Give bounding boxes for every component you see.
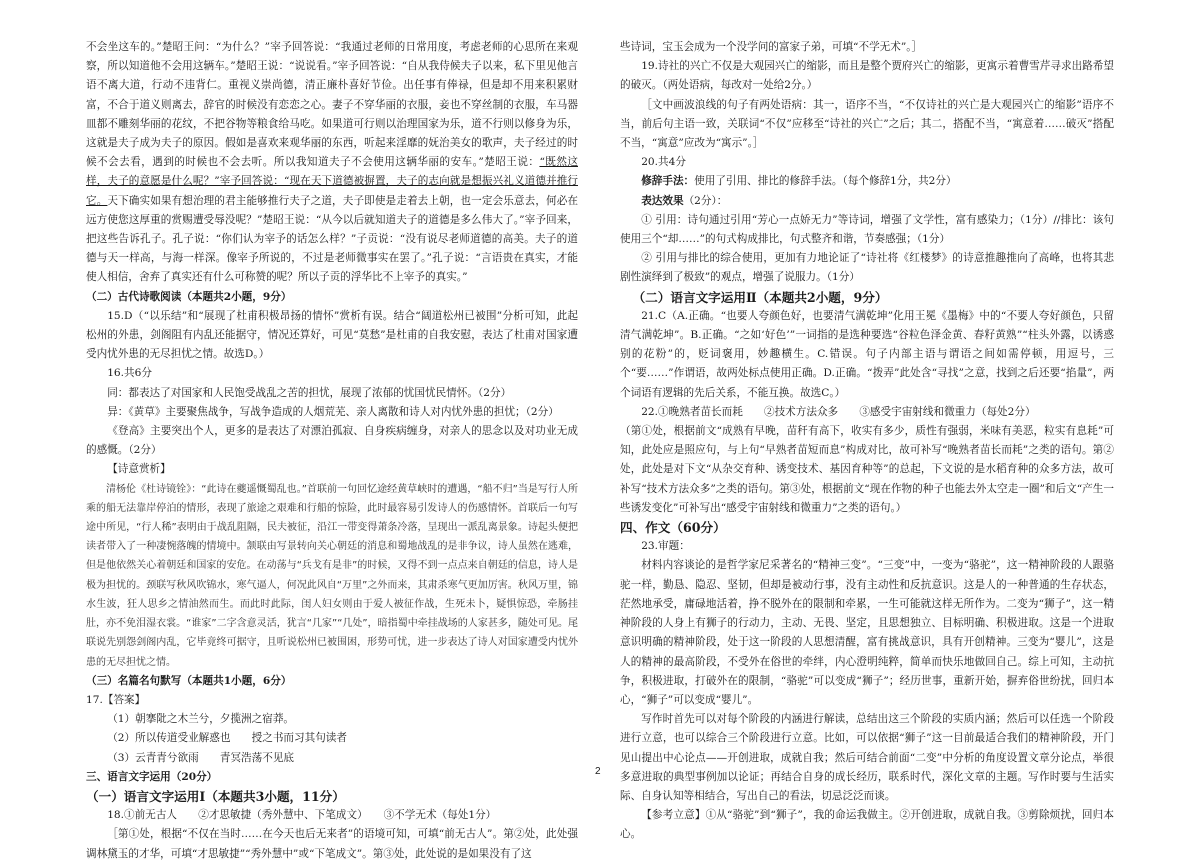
answer-16-diff-2: 《登高》主要突出个人，更多的是表达了对漂泊孤寂、自身疾病缠身，对亲人的思念以及对功业无成的感慨。（2分） bbox=[86, 425, 578, 457]
label: 修辞手法： bbox=[641, 175, 695, 188]
answer-17-3: （3）云青青兮欲雨 青冥浩荡不见底 bbox=[107, 751, 295, 764]
paragraph bbox=[86, 38, 578, 288]
answer-20-effect bbox=[620, 192, 1114, 211]
answer-18: 18.①前无古人 ②才思敏捷（秀外慧中、下笔成文） ③不学无术（每处1分） bbox=[107, 809, 497, 822]
answer-22: 22.①晚熟者苗长而耗 ②技术方法众多 ③感受宇宙射线和微重力（每处2分） bbox=[641, 405, 1036, 418]
part-heading: 三、语言文字运用（20分） bbox=[86, 770, 218, 783]
answer-23-reference: 【参考立意】①从“骆驼”到“狮子”，我的命运我做主。②开创进取，成就自我。③剪除烦扰，回归本心。 bbox=[620, 809, 1114, 841]
section-heading: （二）古代诗歌阅读（本题共2小题，9分） bbox=[86, 290, 292, 303]
section-heading: （一）语言文字运用Ⅰ（本题共3小题，11分） bbox=[86, 788, 345, 804]
text: 不会坐这车的。”楚昭王问：“为什么？”宰予回答说：“我通过老师的日常用度，考虑老师的心思所在来观察，所以知道他不会用这辆车。”楚昭王说：“说说看。”宰予回答说：“自从我侍候夫子以来，私下里见他言语不离大道，行动不违背仁。重视义崇尚德，清正廉朴喜好节俭。出任事有俸禄，但是却不用来积累财富，不合于道义则离去，辞官的时候没有恋恋之心。妻子不穿华丽的衣服，妾也不穿丝制的衣服，车马器皿都不雕刻华丽的花纹，不把谷物等粮食给马吃。如果道可行则以治理国家为乐，道不行则以修身为乐，这就是夫子成为夫子的原因。假如是喜欢来观华丽的东西，听起来淫靡的妩治美女的歌声，夫子经过的时候不会去看，遇到的时候也不会去听。所以我知道夫子不会使用这辆华丽的安车。”楚昭王说： bbox=[86, 41, 578, 169]
answer-18-explain: ［第①处，根据“不仅在当时……在今天也后无来者”的语境可知，可填“前无古人”。第②处，此处强调林黛玉的才华，可填“才思敏捷”“秀外慧中”或“下笔成文”。第③处，此处说的是如果没有了这 bbox=[86, 828, 578, 860]
continued-text: 些诗词，宝玉会成为一个没学问的富家子弟，可填“不学无术”。］ bbox=[620, 41, 923, 53]
answer-23-analysis: 材料内容谈论的是哲学家尼采著名的“精神三变”。“三变”中，一变为“骆驼”，这一精神阶段的人跟骆驼一样，勤恳、隐忍、坚韧，但却是被动行事，没有主动性和反抗意识。这是人的一种普通的生存状态，茫然地承受，庸碌地活着，挣不脱外在的限制和牵累，一生可能就这样无所作为。二变为“狮子”，这一精神阶段的人身上有狮子的行动力，主动、无畏、坚定，且思想独立、目标明确、积极进取。这是一个进取意识明确的精神阶段，处于这一阶段的人思想清醒，富有挑战意识，具有开创精神。三变为“婴儿”，这是人的精神的最高阶段，不受外在俗世的牵绊，内心澄明纯粹，简单而快乐地做回自己。综上可知，主动抗争，积极进取，打破外在的限制，“骆驼”可以变成“狮子”；经历世事，重新开始，摒弃俗世纷扰，回归本心，“狮子”可以变成“婴儿”。 bbox=[620, 559, 1114, 706]
answer-20-point-2: ② 引用与排比的综合使用，更加有力地论证了“诗社将《红楼梦》的诗意推趣推向了高峰，也将其悲剧性演绎到了极致”的观点，增强了说服力。（1分） bbox=[620, 252, 1114, 284]
answer-16: 16.共6分 bbox=[107, 367, 152, 380]
page-number: 2 bbox=[595, 766, 601, 777]
text: （2分）： bbox=[683, 194, 728, 207]
answer-21: 21.C（A.正确。“也要人夸颜色好，也要清气满乾坤”化用王冕《墨梅》中的“不要人夸好颜色，只留清气满乾坤”。B.正确。“之如‘好色’”一词指的是选种要选“谷粒色泽金黄、春籽黄熟”“柱头外露，以诱惑别的花粉”的，贬词褒用，妙趣横生。C.错误。句子内部主语与谓语之间如需停顿，用逗号，三个“要……”作谓语，故两处标点使用正确。D.正确。“拨弄”此处含“寻找”之意，找到之后还要“掐量”，两个词语有逻辑的先后关系，不能互换。故选C。） bbox=[620, 309, 1114, 399]
answer-17-2: （2）所以传道受业解惑也 授之书而习其句读者 bbox=[107, 732, 347, 745]
answer-20: 20.共4分 bbox=[641, 156, 686, 169]
part-heading: 四、作文（60分） bbox=[620, 520, 726, 536]
appreciation-title: 【诗意赏析】 bbox=[107, 463, 171, 476]
underlined-text: “既然这样，夫子的意愿是什么呢？”宰予回答说：“现在天下道德被摒置，夫子的志向就是想振兴礼义道德并推行它。 bbox=[86, 156, 578, 207]
section-heading: （三）名篇名句默写（本题共1小题，6分） bbox=[86, 674, 292, 687]
answer-17-1: （1）朝搴阰之木兰兮，夕揽洲之宿莽。 bbox=[107, 713, 295, 726]
section-heading: （二）语言文字运用Ⅱ（本题共2小题，9分） bbox=[632, 289, 888, 305]
answer-20-rhetoric bbox=[620, 172, 1114, 191]
answer-19: 19.诗社的兴亡不仅是大观园兴亡的缩影，而且是整个贾府兴亡的缩影，更寓示着曹雪芹寻求出路希望的破灭。（两处语病，每改对一处给2分。） bbox=[620, 60, 1114, 92]
answer-16-same: 同：都表达了对国家和人民饱受战乱之苦的担忧，展现了浓郁的忧国忧民情怀。（2分） bbox=[107, 386, 512, 399]
answer-20-point-1: ① 引用：诗句通过引用“芳心一点娇无力”等诗词，增强了文学性，富有感染力；（1分）//排比：该句使用三个“却……”的句式构成排比，句式整齐和谐，节奏感强；（1分） bbox=[620, 213, 1114, 246]
answer-15: 15.D（“以乐结”和“展现了杜甫积极昂扬的情怀”赏析有误。结合“阔道松州已被围”分析可知，此起松州的外患，剑阁阻有内乱还能据守，情况还算好，可见“莫愁”是杜甫的自我安慰，表达了杜甫对国家遭受内忧外患的无尽担忧之情。故选D。） bbox=[86, 309, 578, 361]
answer-23: 23.审题： bbox=[641, 540, 690, 553]
answer-22-explain: （第①处，根据前文“成熟有早晚，苗秆有高下，收实有多少，质性有强弱，米味有美恶，粒实有息耗”可知，此处应是照应句，与上句“早熟者苗短而息”构成对比，故可补写“晚熟者苗长而耗”之类的语句。第②处，此处是对下文“从杂交育种、诱变技术、基因育种等”的总起，下文说的是水稻育种的众多方法，故可补写“技术方法众多”之类的语句。第③处，根据前文“现在作物的种子也能去外太空走一圈”和后文“产生一些诱发变化”可补写出“感受宇宙射线和微重力”之类的语句。） bbox=[620, 425, 1114, 514]
text: 天下确实如果有想治理的君主能够推行夫子之道，夫子即使是走着去上朝，也一定会乐意去，何必在远方使您这厚重的赏赐遭受辱没呢？”楚昭王说：“从今以后就知道夫子的道德是多么伟大了。”宰予回来，把这些告诉孔子。孔子说：“你们认为宰予的话怎么样？”子贡说：“没有说尽老师道德的高美。夫子的道德与天一样高，与海一样深。像宰予所说的，不过是老师微事实在罢了。”孔子说：“言语贵在真实，才能使人相信，舍弃了真实还有什么可称赞的呢？所以子贡的浮华比不上宰予的真实。” bbox=[86, 194, 579, 284]
left-column bbox=[86, 38, 578, 864]
appreciation-text: 清杨伦《杜诗镜铨》：“此诗在夔遥慨蜀乱也。”首联前一句回忆途经黄草峡时的遭遇，“船不归”当是写行人所乘的船无法靠岸停泊的情形，表现了旅途之艰难和行船的惊险，此时最容易引发诗人的伤感情怀。首联后一句写途中所见，“行人稀”表明由于战乱阻隔，民夫被征，沿江一带变得萧条冷落，呈现出一派乱离景象。诗起头便把读者带入了一种凄惋落魄的情境中。颔联由写景转向关心朝廷的消息和蜀地战乱的是非争议，诗人虽然在逃难，但是他依然关心着朝廷和国家的安危。在动荡与“兵戈有是非”的时候，又得不到一点点来自朝廷的信息，诗人是极为担忧的。颈联写秋风吹锦水，寒气逼人，何况此风自“万里”之外而来，其肃杀寒气更加厉害。秋风万里，锦水生波，狂人思乡之情油然而生。而此时此际，闺人妇女则由于爱人被征作战，生死未卜，疑惧惊恐，牵肠挂肚，亦不免泪湿衣裳。“谁家”二字含意灵活，犹言“几家”“几处”，暗指蜀中牵挂战场的人家甚多，随处可见。尾联说先别怨剑阁内乱，它毕竟终可据守，且听说松州已被围困，形势可忧，进一步表达了诗人对国家遭受内忧外患的无尽担忧之情。 bbox=[86, 483, 578, 668]
text: 使用了引用、排比的修辞手法。（每个修辞1分，共2分） bbox=[694, 175, 957, 188]
label: 表达效果 bbox=[641, 194, 684, 207]
answer-16-diff: 异：《黄草》主要聚焦战争，写战争造成的人烟荒芜、亲人离散和诗人对内忧外患的担忧；（2分） bbox=[107, 405, 559, 418]
answer-23-writing-guide: 写作时首先可以对每个阶段的内涵进行解读，总结出这三个阶段的实质内涵；然后可以任选一个阶段进行立意，也可以综合三个阶段进行立意。比如，可以依据“狮子”这一目前最适合我们的精神阶段，开门见山提出中心论点——开创进取，成就自我；然后可结合前面“二变”中分析的角度设置文章分论点，举很多意进取的典型事例加以论证；再结合自身的成长经历，联系时代，深化文章的主题。写作时要与生活实际、自身认知等相结合，写出自己的看法，切忌泛泛而谈。 bbox=[620, 713, 1114, 802]
answer-17: 17.【答案】 bbox=[86, 693, 146, 706]
right-column bbox=[620, 38, 1114, 845]
answer-19-explain: ［文中画波浪线的句子有两处语病：其一，语序不当，“不仅诗社的兴亡是大观园兴亡的缩影”语序不当，前后句主语一致，关联词“不仅”应移至“诗社的兴亡”之后；其二，搭配不当，“寓意着……破灭”搭配不当，“寓意”应改为“寓示”。］ bbox=[620, 98, 1114, 150]
